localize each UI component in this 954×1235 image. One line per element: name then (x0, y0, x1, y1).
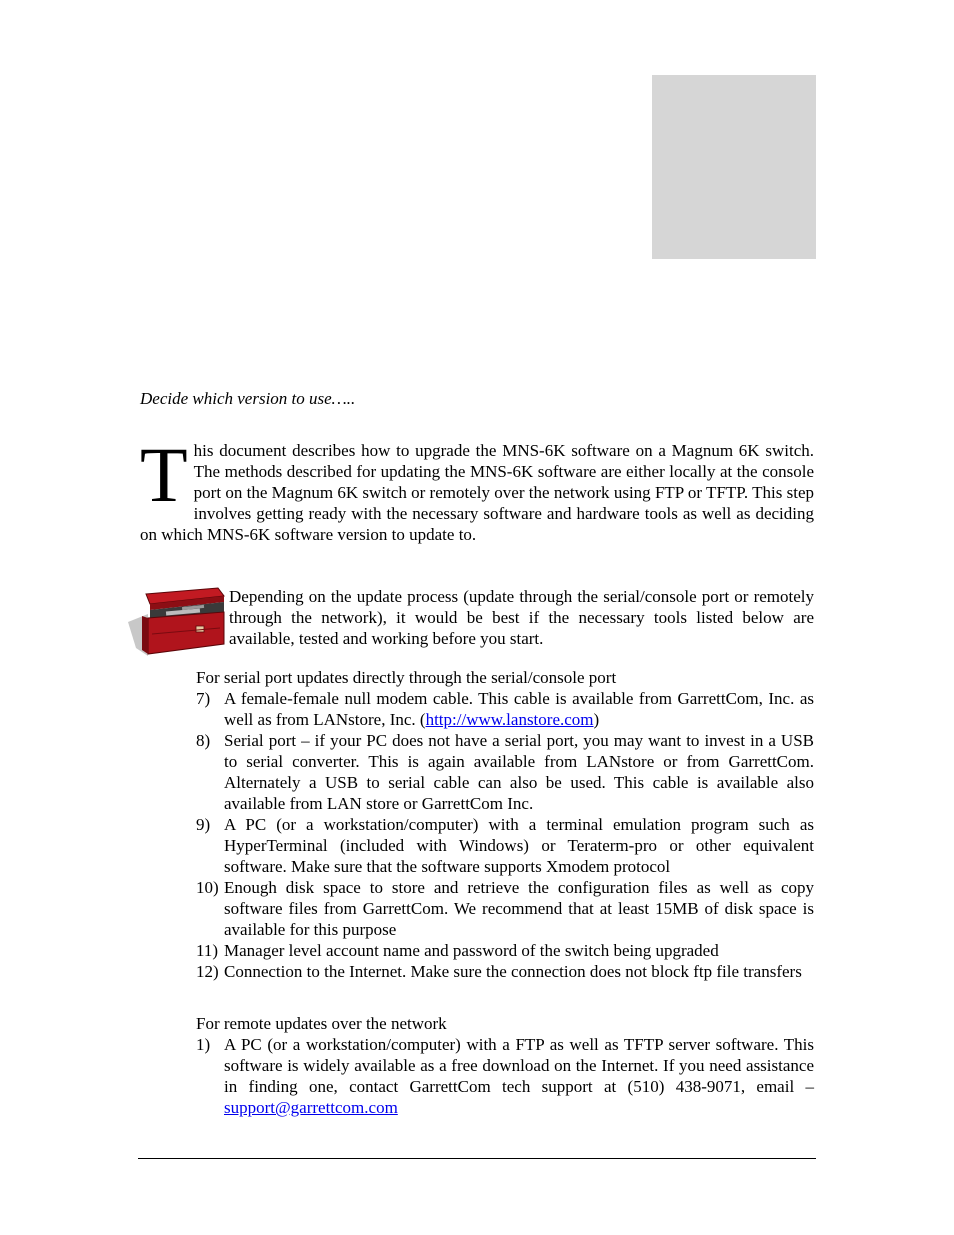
list-number: 11) (196, 941, 219, 960)
list-item (196, 1034, 814, 1118)
list-number: 7) (196, 689, 211, 708)
list-item-text: Serial port – if your PC does not have a serial port, you may want to invest in a USB to serial converter. This is again available from LANstore or from GarrettCom. Alternately a USB to serial cable can also be used. This cable is available also available from LAN store or GarrettCom Inc. (224, 731, 814, 813)
list-number: 10) (196, 878, 219, 897)
list-number: 9) (196, 815, 211, 834)
list-number: 1) (196, 1035, 211, 1054)
toolbox-icon (126, 584, 226, 660)
section-subtitle: Decide which version to use….. (140, 389, 356, 408)
serial-requirements-list (196, 688, 814, 982)
lanstore-link[interactable]: http://www.lanstore.com (425, 710, 594, 729)
serial-updates-heading: For serial port updates directly through the serial/console port (196, 668, 617, 687)
list-item-text: A PC (or a workstation/computer) with a terminal emulation program such as HyperTerminal (included with Windows) or Teraterm-pro or other equivalent software. Make sure that the software supports Xmodem protocol (224, 815, 814, 876)
list-item-text: Connection to the Internet. Make sure the connection does not block ftp file transfers (224, 962, 802, 981)
tools-intro-paragraph: Depending on the update process (update through the serial/console port or remotely through the network), it would be best if the necessary tools listed below are available, tested and working before you start. (229, 587, 814, 648)
list-item-text: Enough disk space to store and retrieve the configuration files as well as copy software files from GarrettCom. We recommend that at least 15MB of disk space is available for this purpose (224, 878, 814, 939)
list-item (196, 814, 814, 877)
list-item (196, 688, 814, 730)
intro-paragraph (140, 431, 814, 545)
list-item (196, 877, 814, 940)
footer-divider (138, 1158, 816, 1159)
remote-requirements-list (196, 1034, 814, 1118)
list-item (196, 730, 814, 814)
chapter-tab-box (652, 75, 816, 259)
drop-cap: T (140, 431, 188, 518)
list-item-text: A female-female null modem cable. This cable is available from GarrettCom, Inc. as well as from LANstore, Inc. ( (224, 689, 814, 729)
list-item-text-end: ) (593, 710, 600, 729)
list-number: 12) (196, 962, 219, 981)
intro-text: his document describes how to upgrade the MNS-6K software on a Magnum 6K switch. The methods described for updating the MNS-6K software are either locally at the console port on the Magnum 6K switch or remotely over the network using FTP or TFTP. This step involves getting ready with the necessary software and hardware tools as well as deciding on which MNS-6K software version to update to. (140, 441, 814, 544)
list-item-text: Manager level account name and password of the switch being upgraded (224, 941, 719, 960)
list-item (196, 961, 814, 982)
support-email-link[interactable]: support@garrettcom.com (224, 1098, 398, 1117)
remote-updates-heading: For remote updates over the network (196, 1014, 447, 1033)
list-item-text: A PC (or a workstation/computer) with a FTP as well as TFTP server software. This software is widely available as a free download on the Internet. If you need assistance in finding one, contact GarrettCom tech support at (510) 438-9071, email – (224, 1035, 814, 1096)
list-item (196, 940, 814, 961)
list-number: 8) (196, 731, 211, 750)
